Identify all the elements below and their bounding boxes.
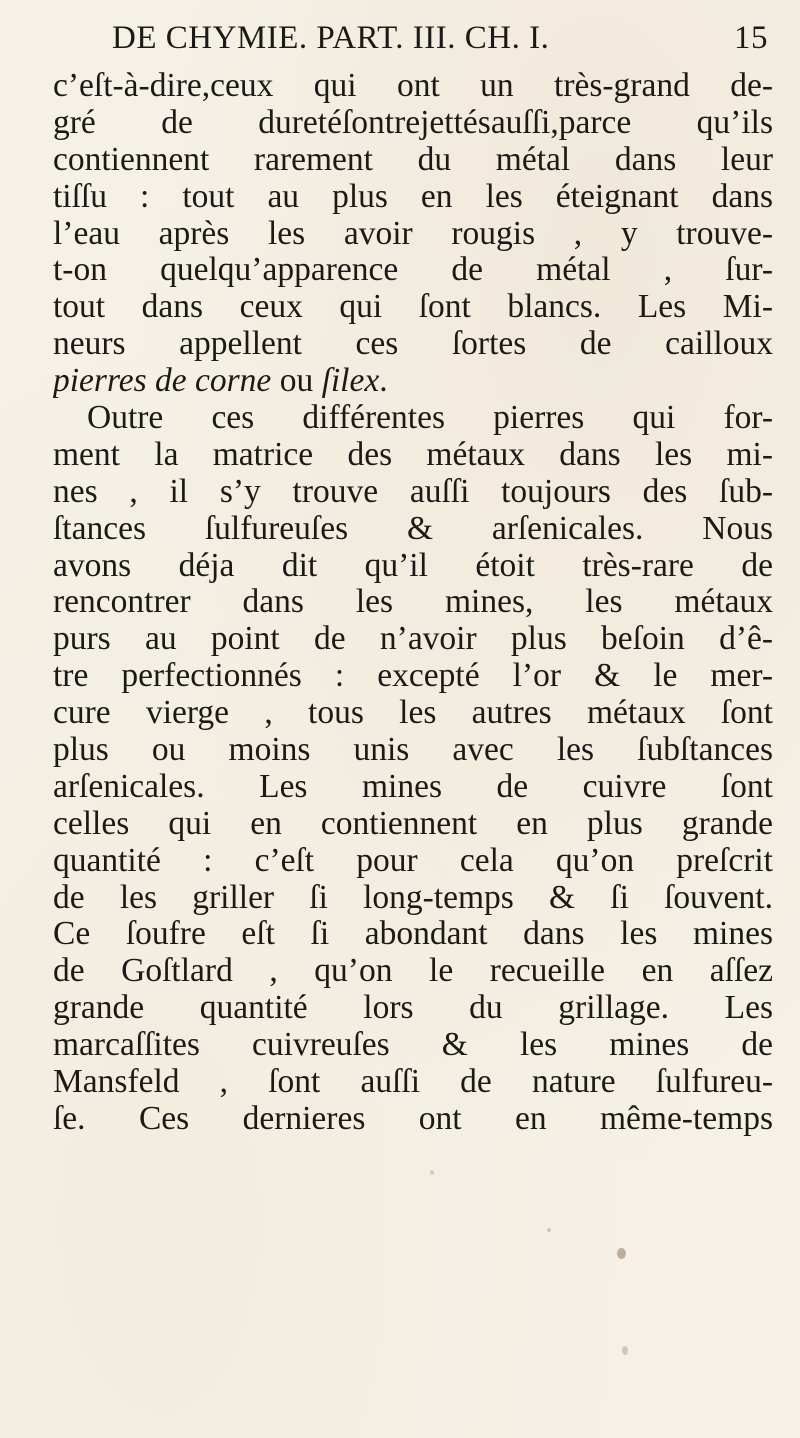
text-line: arſenicales. Les mines de cuivre ſont	[53, 768, 773, 805]
page-number: 15	[734, 20, 768, 56]
text-line: ſtances ſulfureuſes & arſenicales. Nous	[53, 510, 773, 547]
text-line: celles qui en contiennent en plus grande	[53, 805, 773, 842]
ink-speck	[617, 1248, 626, 1259]
text-line: tre perfectionnés : excepté l’or & le mer-	[53, 658, 773, 695]
text-line: marcaſſites cuivreuſes & les mines de	[53, 1027, 773, 1064]
text-line: cure vierge , tous les autres métaux ſont	[53, 695, 773, 732]
ink-speck	[622, 1346, 628, 1355]
ink-speck	[547, 1228, 551, 1232]
text-line: avons déja dit qu’il étoit très-rare de	[53, 547, 773, 584]
text-line: Mansfeld , ſont auſſi de nature ſulfureu-	[53, 1064, 773, 1101]
text-line: tiſſu : tout au plus en les éteignant dans	[53, 178, 773, 215]
text-line: nes , il s’y trouve auſſi toujours des ſub-	[53, 473, 773, 510]
text-line: purs au point de n’avoir plus beſoin d’ê-	[53, 621, 773, 658]
text-line: contiennent rarement du métal dans leur	[53, 141, 773, 178]
text-line: c’eſt-à-dire,ceux qui ont un très-grand de-	[53, 68, 773, 104]
text-line: rencontrer dans les mines, les métaux	[53, 584, 773, 621]
text-line: t-on quelqu’apparence de métal , ſur-	[53, 252, 773, 289]
text-line: Ce ſoufre eſt ſi abondant dans les mines	[53, 916, 773, 953]
text-line: plus ou moins unis avec les ſubſtances	[53, 732, 773, 769]
text-line: l’eau après les avoir rougis , y trouve-	[53, 215, 773, 252]
running-head: DE CHYMIE. PART. III. CH. I.	[112, 20, 550, 56]
text-line: quantité : c’eſt pour cela qu’on preſcrit	[53, 842, 773, 879]
ink-speck	[430, 1170, 434, 1175]
text-line: de Goſtlard , qu’on le recueille en aſſez	[53, 953, 773, 990]
period-text: .	[379, 363, 388, 400]
paragraph-first-line: Outre ces différentes pierres qui for-	[87, 400, 773, 437]
italic-term-silex: ſilex	[321, 363, 380, 400]
text-line: ſe. Ces dernieres ont en même-temps	[53, 1100, 773, 1137]
page-header	[112, 16, 776, 60]
text-line-italic-terms	[53, 363, 773, 400]
italic-term-pierres-de-corne: pierres de corne	[53, 363, 272, 400]
text-line: ment la matrice des métaux dans les mi-	[53, 436, 773, 473]
text-line: grande quantité lors du grillage. Les	[53, 990, 773, 1027]
text-line: tout dans ceux qui ſont blancs. Les Mi-	[53, 289, 773, 326]
body-text	[53, 68, 773, 1138]
text-line: neurs appellent ces ſortes de cailloux	[53, 326, 773, 363]
text-line: de les griller ſi long-temps & ſi ſouvent.	[53, 879, 773, 916]
text-line: gré de duretéſontrejettésauſſi,parce qu’ils	[53, 104, 773, 141]
connector-text: ou	[271, 363, 322, 400]
